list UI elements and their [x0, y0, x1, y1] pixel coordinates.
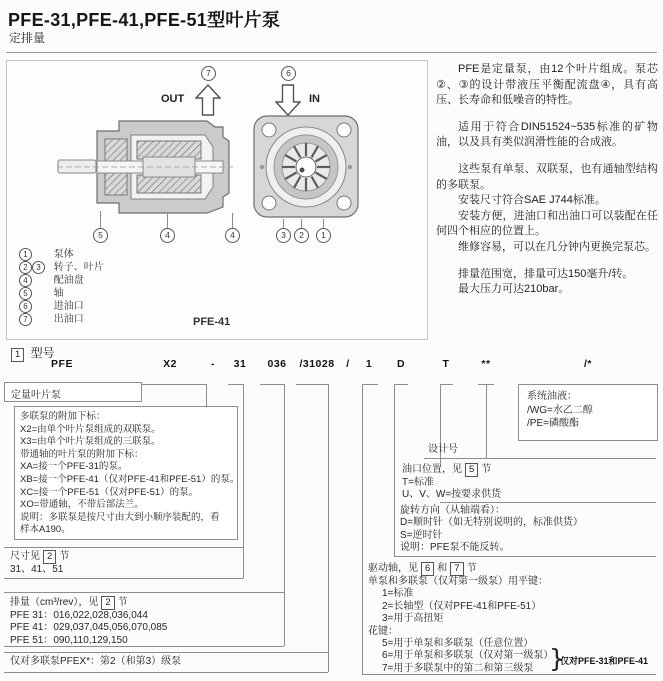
connector-line: [362, 384, 378, 385]
leader-line: [301, 219, 302, 228]
block-line: 尺寸见 2 节: [10, 551, 70, 562]
block-line: X3=由单个叶片泵组成的三联泵。: [20, 436, 161, 448]
block-border: [394, 556, 656, 557]
block-multiple-pumps: [14, 406, 238, 540]
block-line: 说明：多联泵是按尺寸由大到小顺序装配的，看: [20, 511, 220, 523]
section-ref: 2: [43, 550, 56, 564]
code-item-1: 1: [365, 358, 373, 370]
legend-label: 泵体: [53, 249, 74, 260]
connector-line: [362, 384, 363, 674]
code-item-036: 036: [267, 358, 287, 370]
block-line: 6=用于单泵和多联泵（仅对第一级泵）: [382, 650, 554, 662]
block-line: XC=接一个PFE-51（仅对PFE-51）的泵。: [20, 486, 199, 498]
connector-line: [394, 384, 395, 556]
legend-sym-5: 5: [19, 287, 32, 300]
leader-line: [283, 219, 284, 228]
intro-paragraph: 适用于符合DIN51524~535标准的矿物油，以及具有类似润滑性能的合成液。: [436, 120, 658, 149]
block-line: 5=用于单泵和多联泵（任意位置）: [382, 638, 534, 650]
block-border: [424, 458, 656, 459]
block-line: T=标准: [402, 477, 434, 488]
block-border: [4, 672, 328, 673]
pump-cross-section: [57, 117, 237, 217]
block-system-fluid: [518, 384, 658, 441]
legend-label: 转子、叶片: [53, 262, 104, 273]
legend-item: [19, 310, 84, 326]
block-second-pump: 仅对多联泵PFEX*：第2（和第3）级泵: [10, 656, 182, 667]
block-line: 油口位置，见 5 节: [402, 464, 492, 475]
block-line: S=逆时针: [400, 529, 443, 541]
block-line: 单泵和多联泵（仅对第一级泵）用平键：: [368, 576, 548, 587]
block-line: 31、41、51: [10, 564, 64, 575]
block-line: 旋转方向（从轴端看）：: [400, 505, 505, 516]
block-line: 排量（cm³/rev），见 2 节: [10, 597, 128, 608]
leader-line: [167, 213, 168, 228]
connector-line: [132, 384, 206, 385]
block-border: [362, 674, 656, 675]
legend-sym-4: 4: [19, 274, 32, 287]
connector-line: [284, 384, 285, 646]
callout-4a: 4: [160, 228, 175, 243]
block-line: PFE 51：090,110,129,150: [10, 634, 128, 646]
block-line: 样本A190。: [20, 524, 71, 536]
intro-paragraph: 这些泵有单泵、双联泵，也有通轴型结构的多联泵。: [436, 163, 658, 191]
block-line: X2=由单个叶片泵组成的双联泵。: [20, 423, 161, 435]
legend-sym-6: 6: [19, 300, 32, 313]
legend-sym-1: 1: [19, 248, 32, 261]
code-item-dash: -: [211, 358, 215, 370]
block-line: 7=用于多联泵中的第二和第三级泵: [382, 662, 534, 674]
code-item-t: T: [442, 358, 450, 370]
block-pump-type: 定量叶片泵: [4, 382, 142, 402]
connector-line: [394, 384, 408, 385]
block-line: XB=接一个PFE-41（仅对PFE-41和PFE-51）的泵。: [20, 473, 240, 485]
block-line: D=顺时针（如无特别说明的，标准供货）: [400, 517, 584, 529]
intro-paragraph: 维修容易，可以在几分钟内更换完泵芯。: [458, 241, 656, 254]
connector-line: [243, 384, 244, 578]
pump-front-view: [249, 113, 363, 221]
block-line: PFE 31：016,022,028,036,044: [10, 610, 148, 621]
code-item-pfe: PFE: [51, 358, 73, 370]
legend-sym-3: 3: [32, 261, 45, 274]
intro-paragraph: 安装方便，进油口和出油口可以装配在任何四个相应的位置上。: [436, 209, 658, 238]
block-border: [4, 578, 243, 579]
legend-sym-2: 2: [19, 261, 32, 274]
block-line: 说明：PFE泵不能反转。: [400, 542, 510, 554]
code-item-31028: /31028: [299, 358, 335, 370]
callout-5: 5: [93, 228, 108, 243]
code-item-stars: **: [481, 358, 491, 370]
intro-text: [436, 62, 658, 298]
legend-label: 配油盘: [53, 275, 84, 286]
block-line: PFE 41：029,037,045,056,070,085: [10, 622, 168, 634]
block-line: 2=长轴型（仅对PFE-41和PFE-51）: [382, 600, 542, 612]
intro-paragraph: 安装尺寸符合SAE J744标准。: [458, 194, 606, 207]
block-line: 1=标准: [382, 588, 414, 600]
leader-line: [323, 219, 324, 228]
callout-4b: 4: [225, 228, 240, 243]
block-border: [4, 592, 284, 593]
out-label: OUT: [161, 93, 185, 105]
legend-label: 出油口: [53, 314, 84, 325]
block-rotation: [400, 505, 583, 555]
block-line: XO=带通轴，不带后部法兰。: [20, 499, 144, 511]
block-line: 驱动轴，见 6 和 7 节: [368, 563, 477, 574]
block-displacement: [10, 596, 167, 647]
callout-2: 2: [294, 228, 309, 243]
block-line: /PE=磷酸酯: [527, 418, 579, 429]
diagram-caption: PFE-41: [193, 316, 231, 328]
connector-line: [260, 384, 284, 385]
intro-paragraph: 排量范围宽，排量可达150毫升/转。: [458, 267, 634, 280]
block-border: [440, 502, 656, 503]
connector-line: [328, 384, 329, 672]
bracket-note: 仅对PFE-31和PFE-41: [560, 656, 649, 666]
block-drive-shaft: [368, 562, 553, 675]
section-title: 型号: [30, 346, 55, 360]
legend-sym-7: 7: [19, 313, 32, 326]
in-label: IN: [309, 93, 320, 105]
block-line: U、V、W=按要求供货: [402, 489, 502, 501]
callout-7: 7: [201, 66, 216, 81]
block-size: [10, 550, 69, 576]
pump-diagram-panel: [6, 60, 428, 340]
code-item-x2: X2: [163, 358, 177, 370]
section-ref: 2: [101, 596, 114, 610]
in-arrow-icon: [275, 84, 301, 116]
block-line: 花键：: [368, 625, 398, 637]
callout-6: 6: [281, 66, 296, 81]
connector-line: [228, 384, 243, 385]
block-line: /WG=水乙二醇: [527, 404, 593, 416]
leader-line: [232, 213, 233, 228]
page-subtitle: 定排量: [9, 31, 46, 45]
connector-line: [486, 384, 487, 458]
connector-line: [296, 384, 328, 385]
block-line: 3=用于高扭矩: [382, 613, 444, 625]
out-arrow-icon: [195, 84, 221, 116]
block-line: 多联泵的附加下标：: [20, 411, 106, 422]
intro-paragraph: PFE是定量泵，由12个叶片组成。泵芯②、③的设计带液压平衡配流盘④，具有高压、长寿命和低噪音的特性。: [436, 63, 658, 107]
block-border: [4, 547, 243, 548]
block-port-position: [402, 463, 501, 502]
block-border: [4, 646, 284, 647]
connector-line: [206, 384, 207, 406]
header-divider: [6, 52, 657, 53]
ordering-code-diagram: [0, 356, 663, 681]
legend-label: 进油口: [53, 301, 84, 312]
block-line: 系统油液：: [527, 391, 577, 402]
block-border: [4, 652, 328, 653]
block-design-number: 设计号: [428, 444, 458, 455]
legend-label: 轴: [53, 288, 64, 299]
callout-1: 1: [316, 228, 331, 243]
code-item-d: D: [396, 358, 406, 370]
section-ref: 7: [450, 562, 463, 576]
callout-3: 3: [276, 228, 291, 243]
code-item-fluid: /*: [583, 358, 593, 370]
section-number: 1: [11, 348, 24, 362]
leader-line: [100, 211, 101, 228]
section-ref: 6: [421, 562, 434, 576]
code-item-slash: /: [346, 358, 350, 370]
block-line: 带通轴的叶片泵的附加下标：: [20, 448, 144, 460]
code-item-31: 31: [233, 358, 247, 370]
bracket: }: [549, 644, 565, 673]
intro-paragraph: 最大压力可达210bar。: [458, 283, 570, 296]
page-title: PFE-31,PFE-41,PFE-51型叶片泵: [8, 10, 281, 30]
section-ref: 5: [465, 463, 478, 477]
block-line: XA=接一个PFE-31的泵。: [20, 461, 128, 473]
connector-line: [440, 384, 453, 385]
